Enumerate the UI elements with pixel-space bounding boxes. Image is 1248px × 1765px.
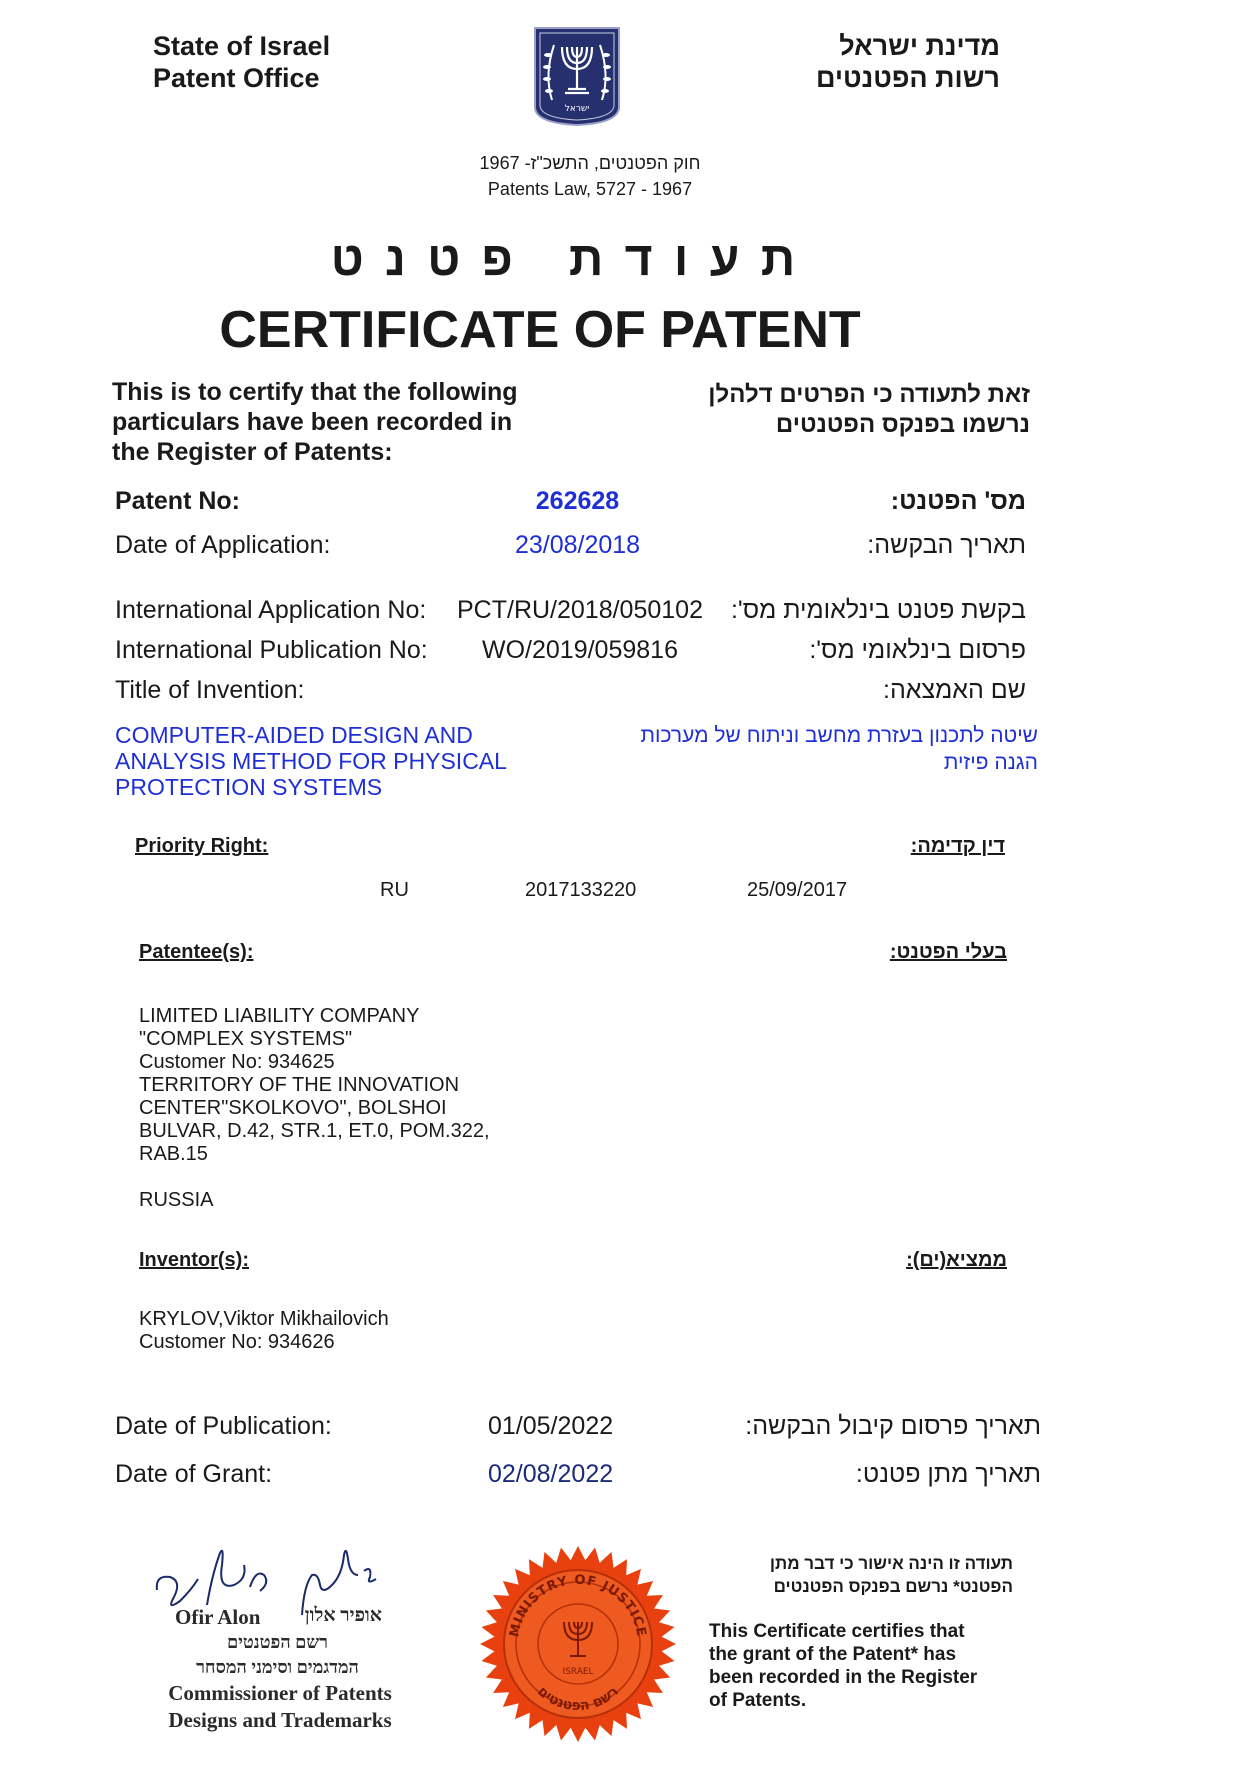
- patentee-line: BULVAR, D.42, STR.1, ET.0, POM.322,: [139, 1120, 490, 1142]
- intro-line: the Register of Patents:: [112, 438, 393, 466]
- patentee-details: [139, 1005, 490, 1212]
- footer-line: of Patents.: [709, 1690, 807, 1711]
- patents-law-caption: [455, 150, 725, 202]
- footer-note-english: [709, 1620, 977, 1712]
- title-line: Commissioner of Patents: [168, 1681, 392, 1705]
- invention-title-line: הגנה פיזית: [943, 751, 1038, 774]
- priority-right-label: Priority Right:: [135, 835, 269, 857]
- patentee-line: TERRITORY OF THE INNOVATION: [139, 1074, 460, 1096]
- patent-office-label: Patent Office: [153, 63, 320, 93]
- title-line: המדגמים וסימני המסחר: [196, 1657, 359, 1677]
- date-of-application-value: 23/08/2018: [514, 531, 641, 559]
- svg-text:ישראל: ישראל: [564, 104, 590, 114]
- footer-line: been recorded in the Register: [709, 1667, 978, 1688]
- invention-title-line: PROTECTION SYSTEMS: [115, 774, 383, 800]
- invention-title-hebrew: [578, 722, 1038, 776]
- date-of-grant-hebrew: תאריך מתן פטנט:: [855, 1460, 1041, 1488]
- intl-publication-hebrew: פרסום בינלאומי מס':: [809, 636, 1026, 664]
- header-english: [153, 30, 330, 94]
- inventor-label: Inventor(s):: [139, 1249, 249, 1271]
- date-of-publication-hebrew: תאריך פרסום קיבול הבקשה:: [745, 1412, 1041, 1440]
- intl-application-label: International Application No:: [115, 596, 427, 624]
- signatory-title-english: [150, 1680, 410, 1734]
- signatory-title-hebrew: [155, 1630, 400, 1680]
- title-of-invention-hebrew: שם האמצאה:: [883, 676, 1026, 704]
- certificate-title: CERTIFICATE OF PATENT: [219, 301, 861, 359]
- date-of-grant-label: Date of Grant:: [115, 1460, 273, 1488]
- inventor-details: [139, 1308, 389, 1354]
- title-of-invention-label: Title of Invention:: [115, 676, 305, 704]
- svg-text:ISRAEL: ISRAEL: [562, 1667, 594, 1677]
- patent-office-hebrew: רשות הפטנטים: [815, 63, 1000, 93]
- signatory-name: Ofir Alon: [175, 1605, 261, 1629]
- intro-english: [112, 377, 518, 467]
- footer-line: the grant of the Patent* has: [709, 1644, 957, 1665]
- intro-line: זאת לתעודה כי הפרטים דלהלן: [708, 381, 1030, 408]
- menorah-emblem-icon: [532, 25, 622, 127]
- intro-line: This is to certify that the following: [112, 378, 518, 406]
- patent-no-hebrew: מס' הפטנט:: [890, 487, 1026, 515]
- footer-note-hebrew: [683, 1552, 1013, 1598]
- title-line: רשם הפטנטים: [226, 1632, 328, 1652]
- invention-title-line: COMPUTER-AIDED DESIGN AND: [115, 722, 473, 748]
- signatory-name-hebrew: אופיר אלון: [304, 1605, 382, 1626]
- priority-right-hebrew: דין קדימה:: [910, 835, 1005, 857]
- invention-title-line: ANALYSIS METHOD FOR PHYSICAL: [115, 748, 507, 774]
- patentee-hebrew: בעלי הפטנט:: [889, 941, 1007, 963]
- intl-publication-value: WO/2019/059816: [482, 636, 678, 664]
- svg-text:רשם הפטנטים: רשם הפטנטים: [534, 1683, 622, 1715]
- intro-line: נרשמו בפנקס הפטנטים: [775, 411, 1030, 438]
- patentee-line: "COMPLEX SYSTEMS": [139, 1028, 353, 1050]
- date-of-publication-label: Date of Publication:: [115, 1412, 332, 1440]
- patents-law-english: Patents Law, 5727 - 1967: [487, 179, 693, 199]
- patent-no-label: Patent No:: [115, 487, 240, 515]
- patentee-line: Customer No: 934625: [139, 1051, 335, 1073]
- date-of-application-label: Date of Application:: [115, 531, 331, 559]
- patentee-line: RAB.15: [139, 1143, 208, 1165]
- priority-date: 25/09/2017: [747, 879, 848, 901]
- svg-text:MINISTRY OF JUSTICE: MINISTRY OF JUSTICE: [507, 1572, 649, 1639]
- invention-title-line: שיטה לתכנון בעזרת מחשב וניתוח של מערכות: [640, 724, 1038, 747]
- priority-country: RU: [380, 879, 409, 901]
- intl-publication-label: International Publication No:: [115, 636, 428, 664]
- intro-hebrew: [630, 380, 1030, 440]
- priority-number: 2017133220: [525, 879, 637, 901]
- intl-application-hebrew: בקשת פטנט בינלאומית מס':: [730, 596, 1026, 624]
- state-of-israel-hebrew: מדינת ישראל: [839, 31, 1000, 61]
- title-line: Designs and Trademarks: [168, 1708, 392, 1732]
- state-of-israel-label: State of Israel: [153, 31, 331, 61]
- patentee-line: CENTER"SKOLKOVO", BOLSHOI: [139, 1097, 447, 1119]
- header-hebrew: [760, 30, 1000, 94]
- patents-law-hebrew: חוק הפטנטים, התשכ"ז- 1967: [479, 153, 701, 173]
- inventor-customer-no: Customer No: 934626: [139, 1331, 335, 1353]
- patent-no-value: 262628: [535, 487, 620, 515]
- patentee-country: RUSSIA: [139, 1189, 214, 1211]
- footer-line: הפטנט* נרשם בפנקס הפטנטים: [773, 1577, 1013, 1596]
- patentee-line: LIMITED LIABILITY COMPANY: [139, 1005, 420, 1027]
- invention-title-english: [115, 722, 507, 800]
- date-of-grant-value: 02/08/2022: [488, 1460, 614, 1488]
- inventor-hebrew: ממציא(ים):: [906, 1249, 1007, 1271]
- certificate-title-hebrew: ת ע ו ד ת פ ט נ ט: [330, 233, 800, 286]
- date-of-publication-value: 01/05/2022: [488, 1412, 614, 1440]
- intro-line: particulars have been recorded in: [112, 408, 513, 436]
- footer-line: תעודה זו הינה אישור כי דבר מתן: [769, 1554, 1013, 1573]
- ministry-of-justice-seal: [478, 1544, 678, 1744]
- inventor-name: KRYLOV,Viktor Mikhailovich: [139, 1308, 389, 1330]
- date-of-application-hebrew: תאריך הבקשה:: [867, 531, 1026, 559]
- intl-application-value: PCT/RU/2018/050102: [457, 596, 703, 624]
- patentee-label: Patentee(s):: [139, 941, 254, 963]
- footer-line: This Certificate certifies that: [709, 1621, 965, 1642]
